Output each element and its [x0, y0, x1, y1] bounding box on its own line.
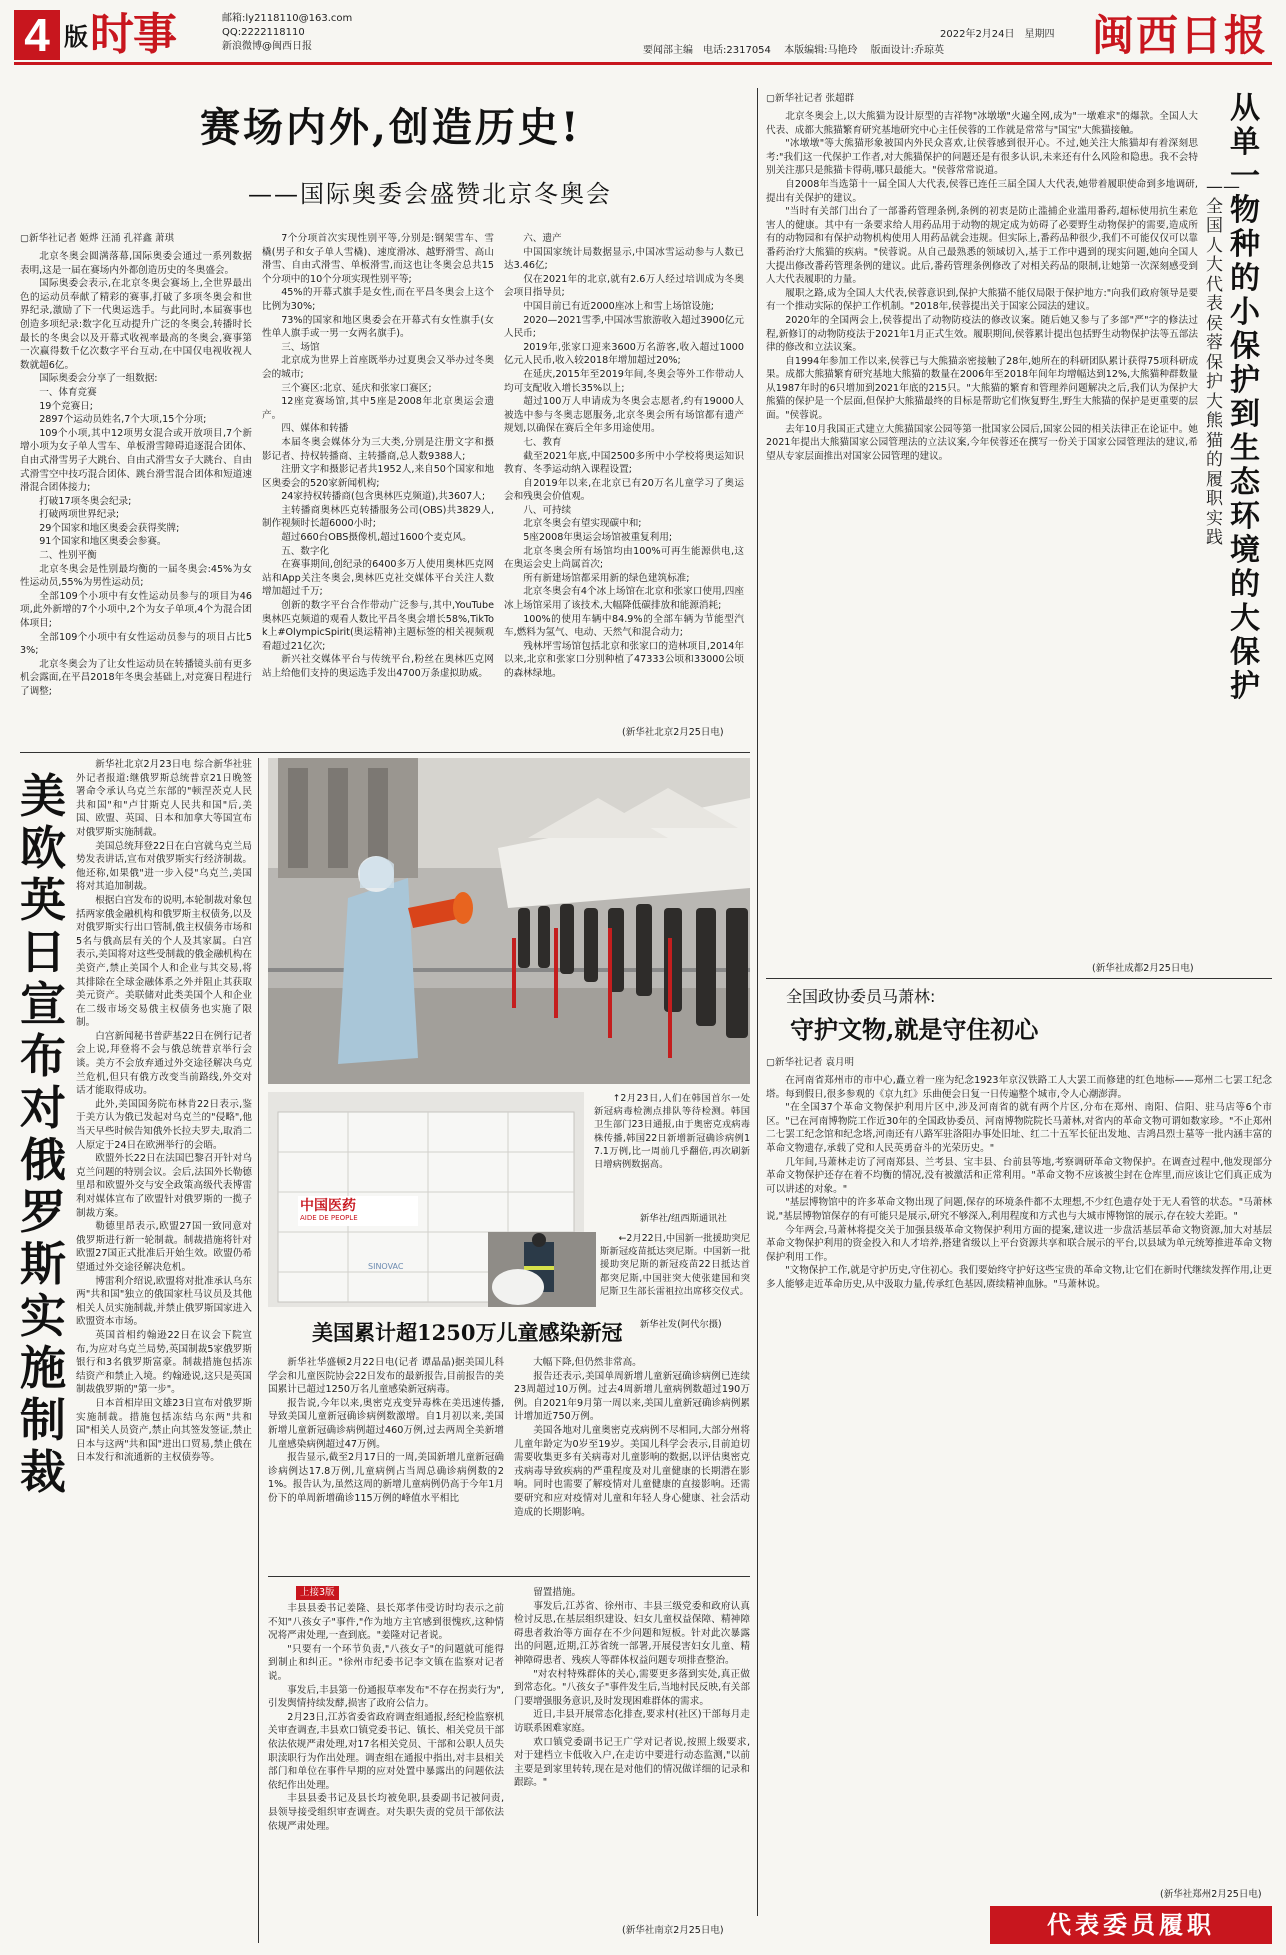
rb-kicker: 全国政协委员马萧林: [786, 987, 936, 1006]
rt-subtitle: ——全国人大代表侯蓉保护大熊猫的履职实践 [1206, 177, 1240, 548]
page-unit: 版 [64, 23, 88, 51]
header-rule [14, 62, 1272, 65]
divider-lead-bottom [20, 752, 750, 753]
ls-body: 新华社北京2月23日电 综合新华社驻外记者报道:继俄罗斯总统普京21日晚签署命令承认乌克兰东部的"顿涅茨克人民共和国"和"卢甘斯克人民共和国"后,美国、欧盟、英国、日本和加拿大等国宣布对俄罗斯实施制裁。 美国总统拜登22日在白宫就乌克兰局势发表讲话,宣布对俄罗斯实行经济制裁。他还称,如果俄"进一步入侵"乌克兰,美国将对其追加制裁。 根据白宫发布的说明,本轮制裁对象包括两家俄金融机构和俄罗斯主权债务,以及对俄罗斯实行出口管制,俄主权债务市场和5名与俄高层有关的个人及其家属。白宫表示,美国将对这些受制裁的俄金融机构在美资产,禁止美国个人和企业与其交易,将其排除在全球金融体系之外并阻止其获取美元资产。美联储对此类美国个人和企业在二级市场交易俄主权债务也实施了限制。 白宫新闻秘书普萨基22日在例行记者会上说,拜登将不会与俄总统普京举行会谈。美方不会放弃通过外交途径解决乌克兰危机,但只有俄方改变当前路线,外交对话才能取得成功。 此外,美国国务院布林肯22日表示,鉴于美方认为俄已发起对乌克兰的"侵略",他当天早些时候告知俄外长拉夫罗夫,取消二人原定于24日在欧洲举行的会晤。 欧盟外长22日在法国巴黎召开针对乌克兰问题的特别会议。会后,法国外长勒德里昂和欧盟外交与安全政策高级代表博雷利对媒体宣布了欧盟针对俄罗斯的一揽子制裁方案。 勒德里昂表示,欧盟27国一致同意对俄罗斯进行新一轮制裁。制裁措施将针对欧盟27国正式批准后开始生效。欧盟仍希望通过外交途径解决危机。 博雷利介绍说,欧盟将对批准承认乌东两"共和国"独立的俄国家杜马议员及其他相关人员实施制裁,并禁止俄罗斯国家进入欧盟资本市场。 英国首相约翰逊22日在议会下院宣布,为应对乌克兰局势,英国制裁5家俄罗斯银行和3名俄罗斯富豪。制裁措施包括冻结资产和禁止入境。约翰逊说,这只是英国制裁俄罗斯的"第一步"。 日本首相岸田文雄23日宣布对俄罗斯实施制裁。措施包括冻结乌东两"共和国"相关人员资产,禁止向其签发签证,禁止日本与这两"共和国"进出口贸易,禁止俄在日本发行和流通新的主权债券等。 [76, 759, 252, 1464]
rt-byline: ▢新华社记者 张超群 [766, 93, 854, 104]
rt-title: 从单一物种的小保护到生态环境的大保护 [1230, 91, 1260, 704]
rt-dateline: (新华社成都2月25日电) [1092, 963, 1194, 974]
page-number: 4 [24, 9, 50, 61]
divider-left [258, 758, 259, 1943]
bottom-tag: 上接3版 [296, 1586, 339, 1600]
bottom-body: 丰县县委书记姜隆、县长郑孝伟受访时均表示之前不知"八孩女子"事件,"作为地方主官感到很愧疚,这种情况将严肃处理,一查到底。"姜隆对记者说。 "只要有一个环节负责,"八孩女子"的问题就可能得到制止和纠正。"徐州市纪委书记李文镇在监察对记者说。 事发后,丰县第一份通报草率发布"不存在拐卖行为",引发舆情持续发酵,损害了政府公信力。 2月23日,江苏省委省政府调查组通报,经纪检监察机关审查调查,丰县欢口镇党委书记、镇长、相关党员干部依法依规严肃处理,对17名相关党员、干部和公职人员失职渎职行为作出处理。调查组在通报中指出,对丰县相关部门和单位在事件早期的应对处置中暴露出的问题依法依纪作出处理。 丰县县委书记及县长均被免职,县委副书记被问责,县领导接受组织审查调查。对失职失责的党员干部依法依规严肃处理。 [268, 1603, 504, 1832]
contact-weibo: 新浪微博@闽西日报 [222, 41, 312, 52]
rt-body: 北京冬奥会上,以大熊猫为设计原型的吉祥物"冰墩墩"火遍全网,成为"一墩难求"的爆款。全国人大代表、成都大熊猫繁育研究基地研究中心主任侯蓉的工作就是常常与"国宝"大熊猫接触。 "冰墩墩"等大熊猫形象被国内外民众喜欢,让侯蓉感到很开心。不过,她关注大熊猫却有着深刻思考:"我们这一代保护工作者,对大熊猫保护的问题还是有很多认识,未来还有什么风险和隐患。我不会特别关注那只是熊猫卡得萌,哪只最能大。"侯蓉常常说道。 自2008年当选第十一届全国人大代表,侯蓉已连任三届全国人大代表,她带着履职使命到多地调研,提出有关保护的建议。 "当时有关部门出台了一部番药管理条例,条例的初衷是防止滥捕企业滥用番药,超标使用抗生素危害人的健康。其中有一条要求给人用药品用于动物的规定成为妨碍了必要野生动物保护的需要,造成所有的动物园和有保护动物机构使用人用药品就会违规。但实际上,番药品种很少,我们不可能仅仅可以靠番药治疗大熊猫的疾病。"侯蓉说。从自己最熟悉的领域切入,基于工作中遇到的现实问题,她向全国人大提出修改番药管理条例的建议。此后,番药管理条例修改了对相关药品的限制,让她第一次深刻感受到人大代表履职的力量。 履职之路,成为全国人大代表,侯蓉意识到,保护大熊猫不能仅局限于保护地方:"向我们政府领导是要有一个推动实际的保护工作机制。"2018年,侯蓉提出关于国家公园法的建议。 2020年的全国两会上,侯蓉提出了动物防疫法的修改议案。随后她又参与了多部"严"字的修法过程,新修订的动物防疫法于2021年1月正式生效。履职期间,侯蓉累计提出包括野生动物保护法等五部法律的修改和立法议案。 自1994年参加工作以来,侯蓉已与大熊猫亲密接触了28年,她所在的科研团队累计获得75项科研成果。成都大熊猫繁育研究基地大熊猫的数量在2006年至2018年间年均增幅达到12%,大熊猫种群数量从1987年时的6只增加到2021年底的215只。"大熊猫的繁育和管理养问题解决之后,我们认为保护大熊猫的保护是一个层面,但保护大熊猫最终的目标是帮助它们恢复野生,野生大熊猫的保护是更重要的层面。"侯蓉说。 去年10月我国正式建立大熊猫国家公园等第一批国家公园后,国家公园的相关法律正在论证中。她2021年提出大熊猫国家公园管理法的立法议案,今年侯蓉还在撰写一份关于国家公园管理法的建议,希望从专家层面推出对国家公园管理的建议。 [766, 111, 1198, 462]
contact-email: 邮箱:ly2118110@163.com [222, 13, 353, 24]
us-kids-title: 美国累计超1250万儿童感染新冠 [312, 1320, 623, 1345]
editor-page: 本版编辑:马艳玲 [784, 45, 858, 56]
header-contact [222, 12, 352, 54]
rb-byline: ▢新华社记者 袁月明 [766, 1057, 854, 1068]
photo-worker [488, 1232, 596, 1307]
photo-main-caption: ↑2月23日,人们在韩国首尔一处新冠病毒检测点排队等待检测。韩国卫生部门23日通报,由于奥密克戎病毒株传播,韩国22日新增新冠确诊病例17.1万例,比一周前几乎翻倍,再次刷新日增病例数据高。 [594, 1093, 750, 1171]
header-date: 2022年2月24日 星期四 [940, 29, 1055, 40]
photo-seoul [268, 758, 750, 1084]
lead-subtitle: ——国际奥委会盛赞北京冬奥会 [248, 180, 612, 208]
photo-worker-image [488, 1232, 596, 1307]
rb-dateline: (新华社郑州2月25日电) [1160, 1889, 1262, 1900]
section-title: 时事 [90, 9, 176, 60]
rb-title: 守护文物,就是守住初心 [790, 1015, 1039, 1044]
lead-byline: ▢新华社记者 姬烨 汪涌 孔祥鑫 萧琪 [20, 233, 175, 244]
editor-design: 版面设计:乔琼英 [870, 45, 945, 56]
divider-us-kids-bottom [268, 1576, 750, 1577]
photo-second-credit: 新华社发(阿代尔摄) [640, 1319, 722, 1330]
lead-dateline: (新华社北京2月25日电) [622, 727, 724, 738]
paper-logo: 闽西日报 [1092, 11, 1269, 60]
lead-col2: 7个分项首次实现性别平等,分别是:钢架雪车、雪橇(男子和女子单人雪橇)、速度滑冰、越野滑雪、高山滑雪、自由式滑雪、单板滑雪,而这也让冬奥会总共15个分项中的10个分项实现性别平等; 45%的开幕式旗手是女性,而在平昌冬奥会上这个比例为30%; 73%的国家和地区奥委会在开幕式有女性旗手(女性单人旗手或一男一女两名旗手)。 三、场馆 北京成为世界上首座既举办过夏奥会又举办过冬奥会的城市; 三个赛区:北京、延庆和张家口赛区; 12座竞赛场馆,其中5座是2008年北京奥运会遗产。 四、媒体和转播 本届冬奥会媒体分为三大类,分别是注册文字和摄影记者、持权转播商、主转播商,总人数9388人; 注册文字和摄影记者共1952人,来自50个国家和地区奥委会的520家新闻机构; 24家持权转播商(包含奥林匹克频道),共3607人; 主转播商奥林匹克转播服务公司(OBS)共3829人,制作视频时长超6000小时; 超过660台OBS摄像机,超过1600个麦克风。 五、数字化 在赛事期间,创纪录的6400多万人使用奥林匹克网站和App关注冬奥会,奥林匹克社交媒体平台关注人数增加超过千万; 创新的数字平台合作带动广泛参与,其中,YouTube奥林匹克频道的观看人数比平昌冬奥会增长58%,TikTok上#OlympicSpirit(奥运精神)主题标签的相关视频观看超过21亿次; 新兴社交媒体平台与传统平台,粉丝在奥林匹克网站上给他们支持的奥运选手发出4700万条虚拟助威。 [262, 233, 494, 679]
rb-body: 在河南省郑州市的市中心,矗立着一座为纪念1923年京汉铁路工人大罢工而修建的红色地标——郑州二七罢工纪念塔。每到假日,很多参观的《京九红》乐曲便会日复一日传遍整个城市,令人心潮澎湃。 "在全国37个革命文物保护利用片区中,涉及河南省的就有两个片区,分布在郑州、南阳、信阳、驻马店等6个市区。"已在河南博物院工作近30年的全国政协委员、河南博物院院长马萧林,对省内的革命文物可谓如数家珍。"不止郑州二七罢工纪念馆和纪念塔,河南还有八路军驻洛阳办事处旧址、红二十五军长征出发地、吉鸿昌烈士墓等一批内涵丰富的革命文物遗存,承载了党和人民英勇奋斗的光荣历史。" 几年间,马萧林走访了河南郑县、兰考县、宝丰县、台前县等地,考察调研革命文物保护。在调查过程中,他发现部分革命文物保护还存在着不均衡的情况,没有被激活和正常利用。"革命文物不应该被尘封在仓库里,而应该让它们真正成为可以讲述的对象。" "基层博物馆中的许多革命文物出现了问题,保存的环境条件都不太理想,不少红色遗存处于无人看管的状态。"马萧林说,"基层博物馆保存的有可能只是展示,研究不够深入,利用程度和方式也与大城市博物馆的展示,存在较大差距。" 今年两会,马萧林将提交关于加强县级革命文物保护利用方面的提案,建议进一步盘活基层革命文物资源,加大对基层革命文物保护利用的资金投入和人才培养,搭建省级以上平台资源共享和联合展示的平台,以县域为单元统筹推进革命文物保护利用工作。 "文物保护工作,就是守护历史,守住初心。我们要始终守护好这些宝贵的革命文物,让它们在新时代继续发挥作用,让更多人能够走近革命历史,从中汲取力量,传承红色基因,赓续精神血脉。"马萧林说。 [766, 1075, 1272, 1290]
lead-col3: 六、遗产 中国国家统计局数据显示,中国冰雪运动参与人数已达3.46亿; 仅在2021年的北京,就有2.6万人经过培训成为冬奥会项目指导员; 中国目前已有近2000座冰上和雪上场馆设施; 2020—2021雪季,中国冰雪旅游收入超过3900亿元人民币; 2019年,张家口迎来3600万名游客,收入超过1000亿元人民币,收入较2018年增加超过20%; 在延庆,2015年至2019年间,冬奥会等外工作带动人均可支配收入增长35%以上; 超过100万人申请成为冬奥会志愿者,约有19000人被选中参与冬奥志愿服务,北京冬奥会所有场馆都有遗产规划,以确保在赛后全年多用途使用。 七、教育 截至2021年底,中国2500多所中小学校将奥运知识教育、冬季运动纳入课程设置; 自2019年以来,在北京已有20万名儿童学习了奥运会和残奥会价值观。 八、可持续 北京冬奥会有望实现碳中和; 5座2008年奥运会场馆被重复利用; 北京冬奥会所有场馆均由100%可再生能源供电,这在奥运会史上尚属首次; 所有新建场馆都采用新的绿色建筑标准; 北京冬奥会有4个冰上场馆在北京和张家口使用,四座冰上场馆采用了该技术,大幅降低碳排放和能源消耗; 100%的使用车辆中84.9%的全部车辆为节能型汽车,燃料为氢气、电动、天然气和混合动力; 残林坪雪场馆包括北京和张家口的造林项目,2014年以来,北京和张家口分别种植了47333公顷和33000公顷的森林绿地。 [504, 233, 744, 679]
photo-seoul-image [268, 758, 750, 1084]
vaccine-label-brand: SINOVAC [368, 1262, 404, 1271]
divider-main-right [757, 88, 758, 1916]
contact-qq: QQ:2222118110 [222, 27, 305, 38]
header-editors [643, 44, 944, 58]
footer-banner-text: 代表委员履职 [1047, 1911, 1215, 1939]
bottom-body2: 留置措施。 事发后,江苏省、徐州市、丰县三级党委和政府认真检讨反思,在基层组织建设、妇女儿童权益保障、精神障碍患者救治等方面存在不少问题和短板。针对此次暴露出的问题,近期,江苏省统一部署,开展侵害妇女儿童、精神障碍患者、残疾人等群体权益问题专项排查整治。 "对农村特殊群体的关心,需要更多落到实处,真正做到常态化。"八孩女子"事件发生后,当地村民反映,有关部门要增强服务意识,及时发现困难群体的需求。 近日,丰县开展常态化排查,要求村(社区)干部每月走访联系困难家庭。 欢口镇党委副书记王广学对记者说,按照上级要求,对于建档立卡低收入户,在走访中要进行动态监测,"以前主要是到家里转转,现在是对他们的情况做详细的记录和跟踪。" [514, 1587, 750, 1789]
photo-main-credit: 新华社/纽西斯通讯社 [640, 1213, 727, 1224]
photo-second-caption: ←2月22日,中国新一批援助突尼斯新冠疫苗抵达突尼斯。中国新一批援助突尼斯的新冠疫苗22日抵达首都突尼斯,中国驻突大使张建国和突尼斯卫生部长雷祖拉出席移交仪式。 [600, 1233, 750, 1297]
lead-title: 赛场内外,创造历史! [200, 104, 582, 151]
divider-rt-bottom [766, 978, 1272, 979]
vaccine-label-en: AIDE DE PEOPLE [300, 1214, 358, 1222]
bottom-dateline: (新华社南京2月25日电) [622, 1925, 724, 1936]
us-kids-body2: 大幅下降,但仍然非常高。 报告还表示,美国单周新增儿童新冠确诊病例已连续23周超过10万例。过去4周新增儿童病例数超过190万例。自2021年9月第一周以来,美国儿童新冠确诊病例累计增加近750万例。 美国各地对儿童奥密克戎病例不尽相同,大部分州将儿童年龄定为0岁至19岁。美国儿科学会表示,目前迫切需要收集更多有关病毒对儿童影响的数据,以评估奥密克戎病毒导致疾病的严重程度及对儿童健康的长期潜在影响。同时也需要了解疫情对儿童健康的直接影响。还需要研究和应对疫情对儿童和年轻人身心健康、社会活动造成的长期影响。 [514, 1357, 750, 1518]
us-kids-body: 新华社华盛顿2月22日电(记者 谭晶晶)据美国儿科学会和儿童医院协会22日发布的最新报告,目前报告的美国累计已超过1250万名儿童感染新冠病毒。 报告说,今年以来,奥密克戎变异毒株在美迅速传播,导致美国儿童新冠确诊病例数激增。自1月初以来,美国新增儿童新冠确诊病例超过460万例,过去两周全美新增儿童感染病例超过47万例。 报告显示,截至2月17日的一周,美国新增儿童新冠确诊病例达17.8万例,儿童病例占当周总确诊病例数的21%。报告认为,虽然这周的新增儿童病例仍高于今年1月份下的单周新增确诊115万例的峰值水平相比 [268, 1357, 504, 1504]
vaccine-label-cn: 中国医药 [300, 1198, 356, 1214]
ls-title: 美欧英日宣布对俄罗斯实施制裁 [20, 769, 66, 1499]
editor-chief: 要闻部主编 电话:2317054 [643, 45, 771, 56]
lead-col1: 北京冬奥会圆满落幕,国际奥委会通过一系列数据表明,这是一届在赛场内外都创造历史的冬奥盛会。 国际奥委会表示,在北京冬奥会赛场上,全世界最出色的运动员奉献了精彩的赛事,打破了多项冬奥会和世界纪录,激励了下一代奥运选手。与此同时,本届赛事也创造多项纪录:数字化互动提升广泛的冬奥会,转播时长最长的冬奥会以及开幕式收视率最高的冬奥会,赛事第一次赢得数千亿次数字平台互动,在中国仅电视收视人数就超6亿。 国际奥委会分享了一组数据: 一、体育竞赛 19个竞赛日; 2897个运动员姓名,7个大项,15个分项; 109个小项,其中12项男女混合或开放项目,7个新增小项为女子单人雪车、单板滑雪障碍追逐混合团体、自由式滑雪男子大跳台、自由式滑雪女子大跳台、自由式滑雪空中技巧混合团体、跳台滑雪混合团体和短道速滑混合团体接力; 打破17项冬奥会纪录; 打破两项世界纪录; 29个国家和地区奥委会获得奖牌; 91个国家和地区奥委会参赛。 二、性别平衡 北京冬奥会是性别最均衡的一届冬奥会:45%为女性运动员,55%为男性运动员; 全部109个小项中有女性运动员参与的项目为46项,此外新增的7个小项中,2个为女子单项,4个为混合团体项目; 全部109个小项中有女性运动员参与的项目占比53%; 北京冬奥会为了让女性运动员在转播镜头前有更多机会露面,在平昌2018年冬奥会基础上,对竞赛日程进行了调整; [20, 251, 252, 697]
